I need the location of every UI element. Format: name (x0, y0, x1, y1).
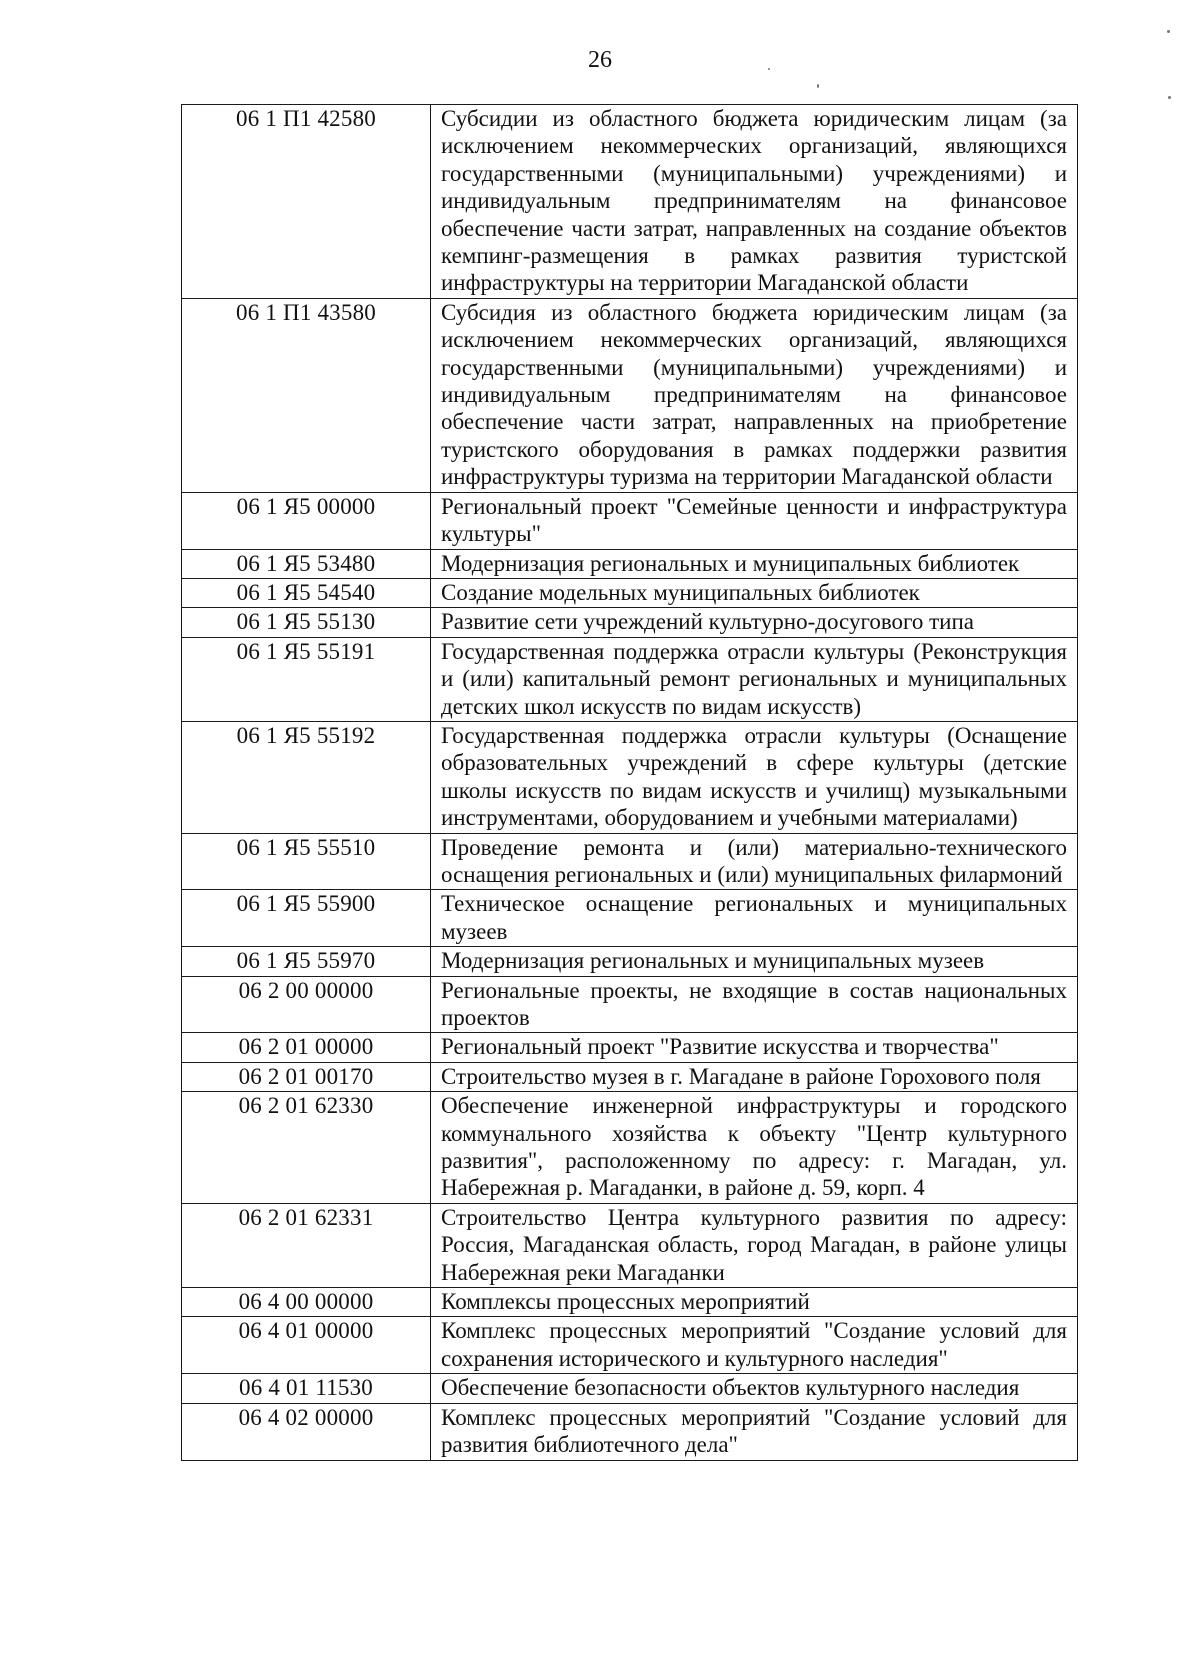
row-description: Строительство музея в г. Магадане в районе Горохового поля (431, 1062, 1078, 1091)
row-code: 06 2 01 00170 (182, 1062, 431, 1091)
table-row (182, 833, 1078, 890)
row-code: 06 1 Я5 55970 (182, 947, 431, 976)
table-row (182, 890, 1078, 947)
row-description: Создание модельных муниципальных библиотек (431, 578, 1078, 607)
row-description: Региональный проект "Развитие искусства и творчества" (431, 1033, 1078, 1062)
row-description: Субсидия из областного бюджета юридическим лицам (за исключением некоммерческих организаций, являющихся государственными (муниципальными) учреждениями) и индивидуальным предпринимателям на финансовое обеспечение части затрат, направленных на приобретение туристского оборудования в рамках поддержки развития инфраструктуры туризма на территории Магаданской области (431, 298, 1078, 492)
row-code: 06 4 00 00000 (182, 1288, 431, 1317)
table-row (182, 1403, 1078, 1460)
row-code: 06 4 01 00000 (182, 1317, 431, 1374)
classification-table (181, 104, 1078, 1461)
table-row (182, 105, 1078, 299)
row-code: 06 1 Я5 53480 (182, 549, 431, 578)
row-code: 06 1 П1 42580 (182, 105, 431, 299)
table-row (182, 1374, 1078, 1403)
table-row (182, 298, 1078, 492)
row-description: Обеспечение инженерной инфраструктуры и городского коммунального хозяйства к объекту "Центр культурного развития", расположенному по адресу: г. Магадан, ул. Набережная р. Магаданки, в районе д. 59, корп. 4 (431, 1092, 1078, 1204)
row-description: Модернизация региональных и муниципальных библиотек (431, 549, 1078, 578)
row-code: 06 2 01 00000 (182, 1033, 431, 1062)
row-code: 06 1 Я5 54540 (182, 578, 431, 607)
table-row (182, 637, 1078, 721)
table-row (182, 608, 1078, 637)
table-row (182, 1033, 1078, 1062)
scan-speck (768, 68, 770, 70)
row-code: 06 1 Я5 55191 (182, 637, 431, 721)
table-row (182, 721, 1078, 833)
table-row (182, 492, 1078, 549)
row-description: Модернизация региональных и муниципальных музеев (431, 947, 1078, 976)
table-row (182, 1288, 1078, 1317)
row-code: 06 1 Я5 55900 (182, 890, 431, 947)
row-code: 06 1 П1 43580 (182, 298, 431, 492)
table-body (182, 105, 1078, 1461)
row-description: Комплекс процессных мероприятий "Создание условий для сохранения исторического и культурного наследия" (431, 1317, 1078, 1374)
row-description: Проведение ремонта и (или) материально-технического оснащения региональных и (или) муниципальных филармоний (431, 833, 1078, 890)
row-code: 06 1 Я5 55510 (182, 833, 431, 890)
table-row (182, 1203, 1078, 1287)
table-row (182, 549, 1078, 578)
row-description: Комплекс процессных мероприятий "Создание условий для развития библиотечного дела" (431, 1403, 1078, 1460)
row-code: 06 4 02 00000 (182, 1403, 431, 1460)
row-description: Техническое оснащение региональных и муниципальных музеев (431, 890, 1078, 947)
row-code: 06 4 01 11530 (182, 1374, 431, 1403)
table-row (182, 947, 1078, 976)
row-code: 06 1 Я5 55130 (182, 608, 431, 637)
row-description: Государственная поддержка отрасли культуры (Реконструкция и (или) капитальный ремонт региональных и муниципальных детских школ искусств по видам искусств) (431, 637, 1078, 721)
row-description: Комплексы процессных мероприятий (431, 1288, 1078, 1317)
row-code: 06 2 01 62330 (182, 1092, 431, 1204)
table-row (182, 976, 1078, 1033)
row-code: 06 1 Я5 55192 (182, 721, 431, 833)
scan-speck (1167, 30, 1170, 33)
row-description: Строительство Центра культурного развития по адресу: Россия, Магаданская область, город Магадан, в районе улицы Набережная реки Магаданки (431, 1203, 1078, 1287)
table-row (182, 578, 1078, 607)
scan-speck (1168, 96, 1171, 99)
scan-speck (817, 84, 819, 88)
row-description: Региональный проект "Семейные ценности и инфраструктура культуры" (431, 492, 1078, 549)
page-number: 26 (588, 47, 612, 73)
row-description: Субсидии из областного бюджета юридическим лицам (за исключением некоммерческих организаций, являющихся государственными (муниципальными) учреждениями) и индивидуальным предпринимателям на финансовое обеспечение части затрат, направленных на создание объектов кемпинг-размещения в рамках развития туристской инфраструктуры на территории Магаданской области (431, 105, 1078, 299)
row-description: Региональные проекты, не входящие в состав национальных проектов (431, 976, 1078, 1033)
row-code: 06 2 01 62331 (182, 1203, 431, 1287)
table-row (182, 1062, 1078, 1091)
table-row (182, 1092, 1078, 1204)
row-code: 06 1 Я5 00000 (182, 492, 431, 549)
row-description: Развитие сети учреждений культурно-досугового типа (431, 608, 1078, 637)
row-code: 06 2 00 00000 (182, 976, 431, 1033)
row-description: Обеспечение безопасности объектов культурного наследия (431, 1374, 1078, 1403)
table-row (182, 1317, 1078, 1374)
row-description: Государственная поддержка отрасли культуры (Оснащение образовательных учреждений в сфере культуры (детские школы искусств по видам искусств и училищ) музыкальными инструментами, оборудованием и учебными материалами) (431, 721, 1078, 833)
